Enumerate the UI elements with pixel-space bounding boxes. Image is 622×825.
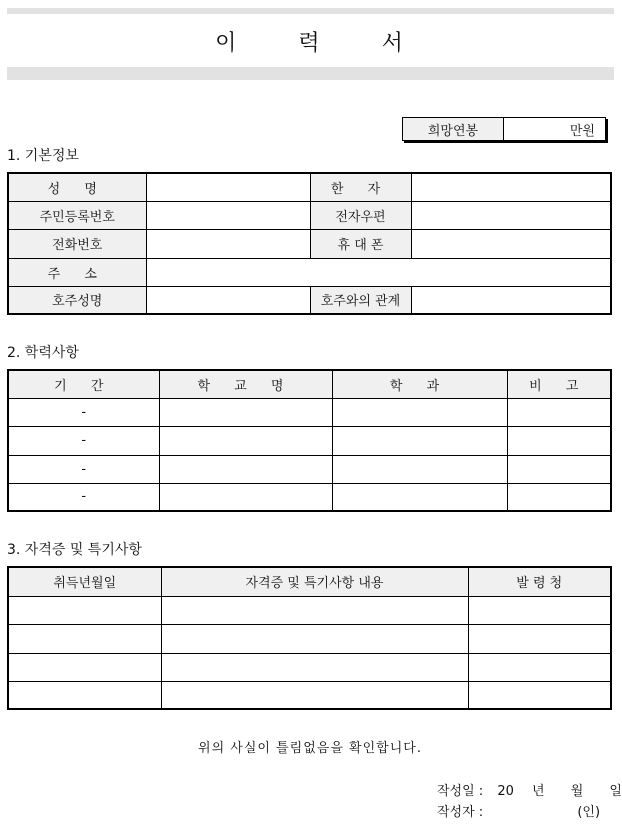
edu-note-field[interactable]: [507, 455, 611, 483]
label-household-head: 호주성명: [8, 286, 146, 314]
certificate-table: [7, 566, 612, 710]
edu-note-field[interactable]: [507, 398, 611, 426]
date-year-unit: 년: [532, 784, 545, 799]
desired-salary-label: 희망연봉: [403, 118, 504, 140]
address-field[interactable]: [146, 258, 611, 286]
cert-date-field[interactable]: [8, 681, 161, 709]
cert-issuer-field[interactable]: [468, 596, 611, 624]
cert-date-field[interactable]: [8, 653, 161, 681]
edu-school-field[interactable]: [159, 426, 332, 455]
label-hanja: 한 자: [310, 173, 411, 201]
edu-school-field[interactable]: [159, 455, 332, 483]
cert-content-field[interactable]: [161, 681, 468, 709]
section3-heading: 3. 자격증 및 특기사항: [7, 542, 142, 558]
confirmation-statement: 위의 사실이 틀림없음을 확인합니다.: [198, 741, 422, 756]
section1-heading: 1. 기본정보: [7, 148, 79, 164]
basic-info-table: [7, 172, 612, 315]
name-field[interactable]: [146, 173, 310, 201]
cert-issuer-field[interactable]: [468, 653, 611, 681]
title-char-1: 이: [215, 31, 239, 56]
salary-unit: 만원: [569, 123, 595, 139]
mobile-field[interactable]: [411, 229, 611, 258]
education-table: [7, 369, 612, 512]
desired-salary-field[interactable]: [504, 118, 605, 140]
desired-salary-box: [402, 117, 606, 141]
edu-school-field[interactable]: [159, 483, 332, 511]
cert-date-field[interactable]: [8, 624, 161, 653]
table-row: [8, 596, 611, 624]
table-row: [8, 483, 611, 511]
table-row: [8, 681, 611, 709]
label-address: 주 소: [8, 258, 146, 286]
label-email: 전자우편: [310, 201, 411, 229]
table-row: [8, 653, 611, 681]
date-year-prefix[interactable]: 20: [497, 784, 514, 799]
edu-header-note: 비 고: [507, 370, 611, 398]
edu-major-field[interactable]: [332, 455, 507, 483]
cert-header-issuer: 발 령 청: [468, 567, 611, 596]
table-row: [8, 455, 611, 483]
cert-content-field[interactable]: [161, 624, 468, 653]
table-row: [8, 426, 611, 455]
edu-period-field[interactable]: -: [8, 398, 159, 426]
cert-content-field[interactable]: [161, 653, 468, 681]
edu-header-period: 기 간: [8, 370, 159, 398]
author-line: [437, 801, 600, 820]
edu-note-field[interactable]: [507, 483, 611, 511]
relation-field[interactable]: [411, 286, 611, 314]
cert-issuer-field[interactable]: [468, 624, 611, 653]
edu-major-field[interactable]: [332, 483, 507, 511]
edu-header-major: 학 과: [332, 370, 507, 398]
edu-major-field[interactable]: [332, 398, 507, 426]
label-relation: 호주와의 관계: [310, 286, 411, 314]
edu-period-field[interactable]: -: [8, 483, 159, 511]
label-phone: 전화번호: [8, 229, 146, 258]
cert-header-date: 취득년월일: [8, 567, 161, 596]
date-day-unit: 일: [609, 784, 622, 799]
phone-field[interactable]: [146, 229, 310, 258]
cert-date-field[interactable]: [8, 596, 161, 624]
title-underline-bar: [7, 67, 614, 80]
email-field[interactable]: [411, 201, 611, 229]
edu-major-field[interactable]: [332, 426, 507, 455]
author-seal: (인): [577, 805, 601, 820]
edu-header-school: 학 교 명: [159, 370, 332, 398]
date-line: [437, 780, 622, 799]
household-head-field[interactable]: [146, 286, 310, 314]
label-name: 성 명: [8, 173, 146, 201]
title-char-3: 서: [381, 31, 405, 56]
cert-content-field[interactable]: [161, 596, 468, 624]
title-char-2: 력: [298, 31, 322, 56]
top-rule: [7, 8, 614, 14]
date-label: 작성일 :: [437, 784, 484, 799]
edu-note-field[interactable]: [507, 426, 611, 455]
author-label: 작성자 :: [437, 805, 484, 820]
edu-school-field[interactable]: [159, 398, 332, 426]
label-resident-no: 주민등록번호: [8, 201, 146, 229]
cert-header-content: 자격증 및 특기사항 내용: [161, 567, 468, 596]
page-title: [0, 26, 620, 57]
label-mobile: 휴 대 폰: [310, 229, 411, 258]
table-row: [8, 398, 611, 426]
hanja-field[interactable]: [411, 173, 611, 201]
edu-period-field[interactable]: -: [8, 455, 159, 483]
table-row: [8, 624, 611, 653]
cert-issuer-field[interactable]: [468, 681, 611, 709]
edu-period-field[interactable]: -: [8, 426, 159, 455]
section2-heading: 2. 학력사항: [7, 345, 79, 361]
resident-no-field[interactable]: [146, 201, 310, 229]
date-month-unit: 월: [570, 784, 584, 799]
